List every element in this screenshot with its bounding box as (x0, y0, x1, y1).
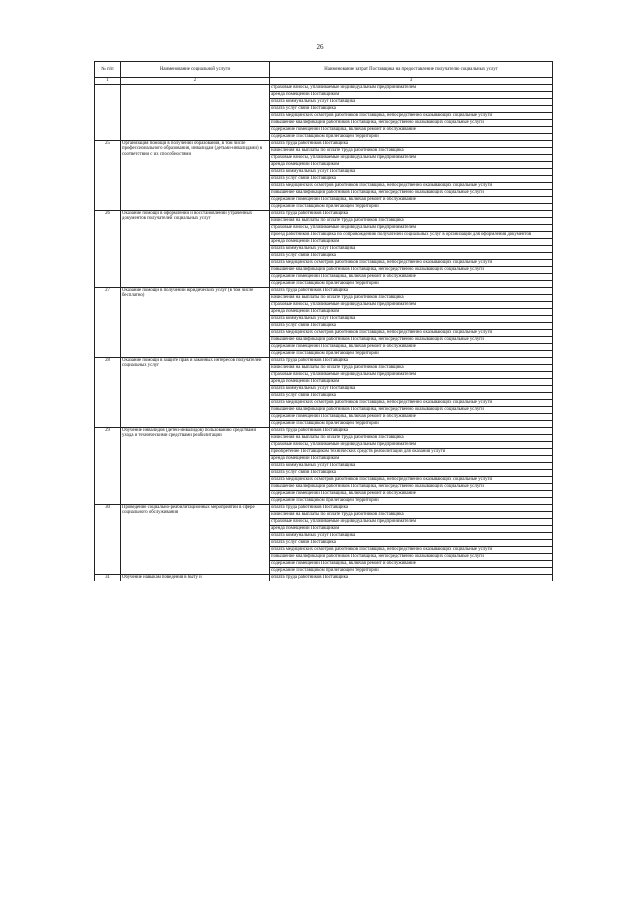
cost-item: оплата коммунальных услуг Поставщика (270, 99, 553, 106)
cost-item: оплата услуг связи Поставщика (270, 323, 553, 330)
cost-item: начисления на выплаты по оплате труда работников Поставщика (270, 148, 553, 155)
service-number: 26 (95, 211, 121, 288)
cost-item: повышение квалификации работников Поставщика, непосредственно оказывающих социальные услуги (270, 554, 553, 561)
cost-item: аренда помещений Поставщиком (270, 379, 553, 386)
table-row (95, 505, 553, 512)
cost-item: аренда помещений Поставщиком (270, 162, 553, 169)
cost-item: оплата труда работников Поставщика (270, 211, 553, 218)
cost-item: оплата услуг связи Поставщика (270, 540, 553, 547)
cost-item: оплата коммунальных услуг Поставщика (270, 533, 553, 540)
cost-item: оплата труда работников Поставщика (270, 358, 553, 365)
cost-item: начисления на выплаты по оплате труда работников Поставщика (270, 218, 553, 225)
cost-item: содержание Поставщиком прилегающей территории (270, 421, 553, 428)
cost-item: содержание Поставщиком прилегающей территории (270, 134, 553, 141)
cost-item: содержание помещений Поставщика, включая ремонт и обслуживание (270, 197, 553, 204)
cost-table (94, 61, 553, 581)
cost-item: повышение квалификации работников Поставщика, непосредственно оказывающих социальные услуги (270, 337, 553, 344)
table-body (95, 85, 553, 582)
cost-item: оплата услуг связи Поставщика (270, 176, 553, 183)
table-header-row (95, 62, 553, 78)
cost-item: содержание помещений Поставщика, включая ремонт и обслуживание (270, 561, 553, 568)
header-number: № п/п (95, 62, 121, 78)
cost-item: страховые взносы, уплачиваемые индивидуальным предпринимателем (270, 85, 553, 92)
cost-item: содержание помещений Поставщика, включая ремонт и обслуживание (270, 127, 553, 134)
cost-item: оплата медицинских осмотров работников Поставщика, непосредственно оказывающих социальные услуги (270, 330, 553, 337)
cost-item: содержание Поставщиком прилегающей территории (270, 281, 553, 288)
table-row (95, 428, 553, 435)
cost-item: оплата услуг связи Поставщика (270, 393, 553, 400)
service-number: 29 (95, 428, 121, 505)
page-number: 26 (316, 43, 324, 51)
service-name: Обучение навыкам поведения в быту и (121, 575, 270, 582)
cost-item: оплата труда работников Поставщика (270, 505, 553, 512)
cost-item: оплата коммунальных услуг Поставщика (270, 316, 553, 323)
cost-item: оплата труда работников Поставщика (270, 575, 553, 582)
cost-item: повышение квалификации работников Поставщика, непосредственно оказывающих социальные услуги (270, 407, 553, 414)
service-name: Оказание помощи в защите прав и законных интересов получателей социальных услуг (121, 358, 270, 428)
cost-item: оплата медицинских осмотров работников Поставщика, непосредственно оказывающих социальные услуги (270, 260, 553, 267)
cost-item: оплата медицинских осмотров работников Поставщика, непосредственно оказывающих социальные услуги (270, 113, 553, 120)
cost-item: оплата услуг связи Поставщика (270, 470, 553, 477)
cost-item: оплата медицинских осмотров работников Поставщика, непосредственно оказывающих социальные услуги (270, 477, 553, 484)
cost-item: оплата медицинских осмотров работников Поставщика, непосредственно оказывающих социальные услуги (270, 183, 553, 190)
table-row (95, 575, 553, 582)
cost-item: оплата труда работников Поставщика (270, 288, 553, 295)
cost-item: оплата медицинских осмотров работников Поставщика, непосредственно оказывающих социальные услуги (270, 547, 553, 554)
service-name: Обучение инвалидов (детей-инвалидов) пользованию средствами ухода и техническими средствами реабилитации (121, 428, 270, 505)
service-name-cell (121, 85, 270, 141)
cost-item: содержание Поставщиком прилегающей территории (270, 351, 553, 358)
service-number: 31 (95, 575, 121, 582)
service-number-cell (95, 85, 121, 141)
cost-item: содержание Поставщиком прилегающей территории (270, 498, 553, 505)
service-name: Организация помощи в получении образования, в том числе профессионального образования, инвалидам (детьми-инвалидами) в соответствии с их способностями (121, 141, 270, 211)
cost-item: оплата коммунальных услуг Поставщика (270, 169, 553, 176)
table-row (95, 358, 553, 365)
service-number: 28 (95, 358, 121, 428)
cost-item: оплата услуг связи Поставщика (270, 106, 553, 113)
column-number-3: 3 (270, 78, 553, 85)
cost-item: оплата коммунальных услуг Поставщика (270, 463, 553, 470)
cost-item: аренда помещений Поставщиком (270, 309, 553, 316)
cost-item: содержание Поставщиком прилегающей территории (270, 204, 553, 211)
cost-item: начисления на выплаты по оплате труда работников Поставщика (270, 295, 553, 302)
cost-item: содержание Поставщиком прилегающей территории (270, 568, 553, 575)
service-name: Оказание помощи в получении юридических услуг (в том числе бесплатно) (121, 288, 270, 358)
service-name: Оказание помощи в оформлении и восстановлении утраченных документов получателей социальных услуг (121, 211, 270, 288)
cost-item: страховые взносы, уплачиваемые индивидуальным предпринимателем (270, 302, 553, 309)
cost-item: оплата коммунальных услуг Поставщика (270, 246, 553, 253)
cost-item: повышение квалификации работников Поставщика, непосредственно оказывающих социальные услуги (270, 267, 553, 274)
cost-item: начисления на выплаты по оплате труда работников Поставщика (270, 512, 553, 519)
table-row (95, 85, 553, 92)
cost-item: повышение квалификации работников Поставщика, непосредственно оказывающих социальные услуги (270, 120, 553, 127)
cost-item: приобретение Поставщиком технических средств реабилитации для оказания услуги (270, 449, 553, 456)
header-service-name: Наименование социальной услуги (121, 62, 270, 78)
cost-item: страховые взносы, уплачиваемые индивидуальным предпринимателем (270, 442, 553, 449)
column-number-2: 2 (121, 78, 270, 85)
cost-item: страховые взносы, уплачиваемые индивидуальным предпринимателем (270, 225, 553, 232)
table-column-numbers-row (95, 78, 553, 85)
table-row (95, 288, 553, 295)
cost-item: начисления на выплаты по оплате труда работников Поставщика (270, 435, 553, 442)
cost-item: содержание помещений Поставщика, включая ремонт и обслуживание (270, 344, 553, 351)
service-number: 25 (95, 141, 121, 211)
cost-item: аренда помещений Поставщиком (270, 92, 553, 99)
cost-item: оплата медицинских осмотров работников Поставщика, непосредственно оказывающих социальные услуги (270, 400, 553, 407)
cost-item: содержание помещений Поставщика, включая ремонт и обслуживание (270, 414, 553, 421)
cost-item: проезд работников Поставщика по сопровождению получателей социальных услуг в организации для оформления документов (270, 232, 553, 239)
service-number: 30 (95, 505, 121, 575)
cost-item: страховые взносы, уплачиваемые индивидуальным предпринимателем (270, 155, 553, 162)
cost-item: оплата труда работников Поставщика (270, 141, 553, 148)
table-row (95, 211, 553, 218)
cost-item: аренда помещений Поставщиком (270, 456, 553, 463)
cost-item: содержание помещений Поставщика, включая ремонт и обслуживание (270, 491, 553, 498)
cost-item: повышение квалификации работников Поставщика, непосредственно оказывающих социальные услуги (270, 190, 553, 197)
cost-item: оплата услуг связи Поставщика (270, 253, 553, 260)
cost-item: содержание помещений Поставщика, включая ремонт и обслуживание (270, 274, 553, 281)
cost-item: оплата коммунальных услуг Поставщика (270, 386, 553, 393)
cost-item: аренда помещений Поставщиком (270, 526, 553, 533)
column-number-1: 1 (95, 78, 121, 85)
cost-item: аренда помещений Поставщиком (270, 239, 553, 246)
cost-item: оплата труда работников Поставщика (270, 428, 553, 435)
table-row (95, 141, 553, 148)
service-number: 27 (95, 288, 121, 358)
cost-item: начисления на выплаты по оплате труда работников Поставщика (270, 365, 553, 372)
cost-item: страховые взносы, уплачиваемые индивидуальным предпринимателем (270, 372, 553, 379)
cost-item: повышение квалификации работников Поставщика, непосредственно оказывающих социальные услуги (270, 484, 553, 491)
header-costs: Наименование затрат Поставщика на предоставление получателю социальных услуг (270, 62, 553, 78)
service-name: Проведение социально-реабилитационных мероприятий в сфере социального обслуживания (121, 505, 270, 575)
cost-item: страховые взносы, уплачиваемые индивидуальным предпринимателем (270, 519, 553, 526)
